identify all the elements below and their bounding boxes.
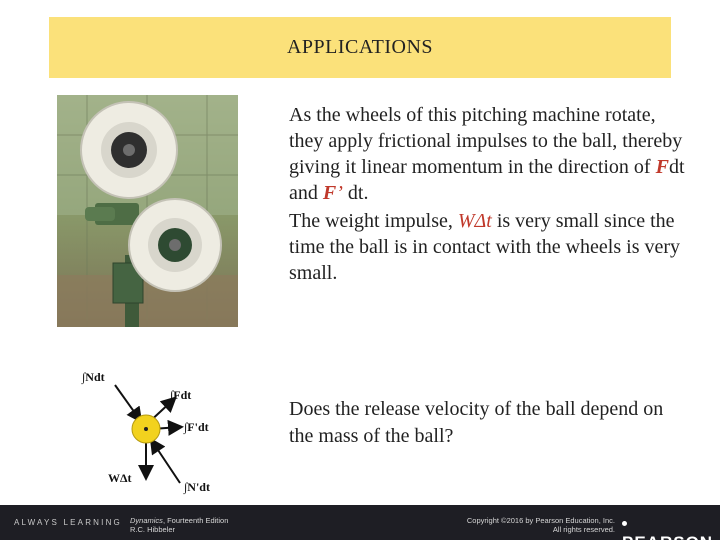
- para1-text-b: dt and: [289, 156, 685, 204]
- label-f-dt: ∫Fdt: [170, 388, 192, 402]
- body-text: [289, 102, 689, 286]
- paragraph-impulses: [289, 102, 689, 206]
- vector-F-prime: F: [322, 182, 337, 204]
- label-np-dt: ∫N'dt: [184, 480, 210, 494]
- copyright-line-1: Copyright ©2016 by Pearson Education, Inc.: [466, 516, 615, 525]
- pitching-machine-photo: [57, 95, 238, 327]
- label-w-dt: WΔt: [108, 471, 132, 485]
- n-impulse-arrow: [115, 385, 140, 420]
- np-impulse-arrow: [152, 441, 180, 483]
- label-n-dt: ∫Ndt: [82, 370, 105, 384]
- delta-t: Δt: [474, 210, 492, 232]
- para2-text-a: The weight impulse,: [289, 210, 458, 232]
- vector-F: F: [655, 156, 669, 178]
- weight-W: W: [457, 210, 475, 232]
- question-text: Does the release velocity of the ball depend on the mass of the ball?: [289, 398, 664, 447]
- para1-text-c: dt.: [342, 182, 369, 204]
- book-title: Dynamics: [130, 516, 163, 525]
- label-fp-dt: ∫F'dt: [184, 420, 209, 434]
- always-learning-label: ALWAYS LEARNING: [14, 518, 122, 527]
- free-body-diagram: [80, 365, 255, 500]
- pearson-logo-text: PEARSON: [622, 533, 714, 552]
- slide-title: APPLICATIONS: [286, 36, 434, 58]
- title-bar: [49, 17, 671, 78]
- author-name: R.C. Hibbeler: [130, 525, 176, 534]
- para2-text-b: is very small since the time the ball is in contact with the wheels is very small.: [289, 210, 681, 284]
- book-edition: , Fourteenth Edition: [162, 516, 229, 525]
- para1-text-a: As the wheels of this pitching machine rotate, they apply frictional impulses to the ball, thereby giving it linear momentum in the direction of: [289, 104, 683, 178]
- copyright-line-2: All rights reserved.: [552, 525, 615, 534]
- book-credit: [130, 516, 228, 534]
- footer-bar: [0, 505, 720, 552]
- pearson-mark-icon: [622, 521, 627, 526]
- pearson-logo: [622, 513, 720, 553]
- copyright-notice: [410, 516, 615, 534]
- prime-mark: ’: [336, 182, 343, 204]
- paragraph-weight: [289, 208, 689, 286]
